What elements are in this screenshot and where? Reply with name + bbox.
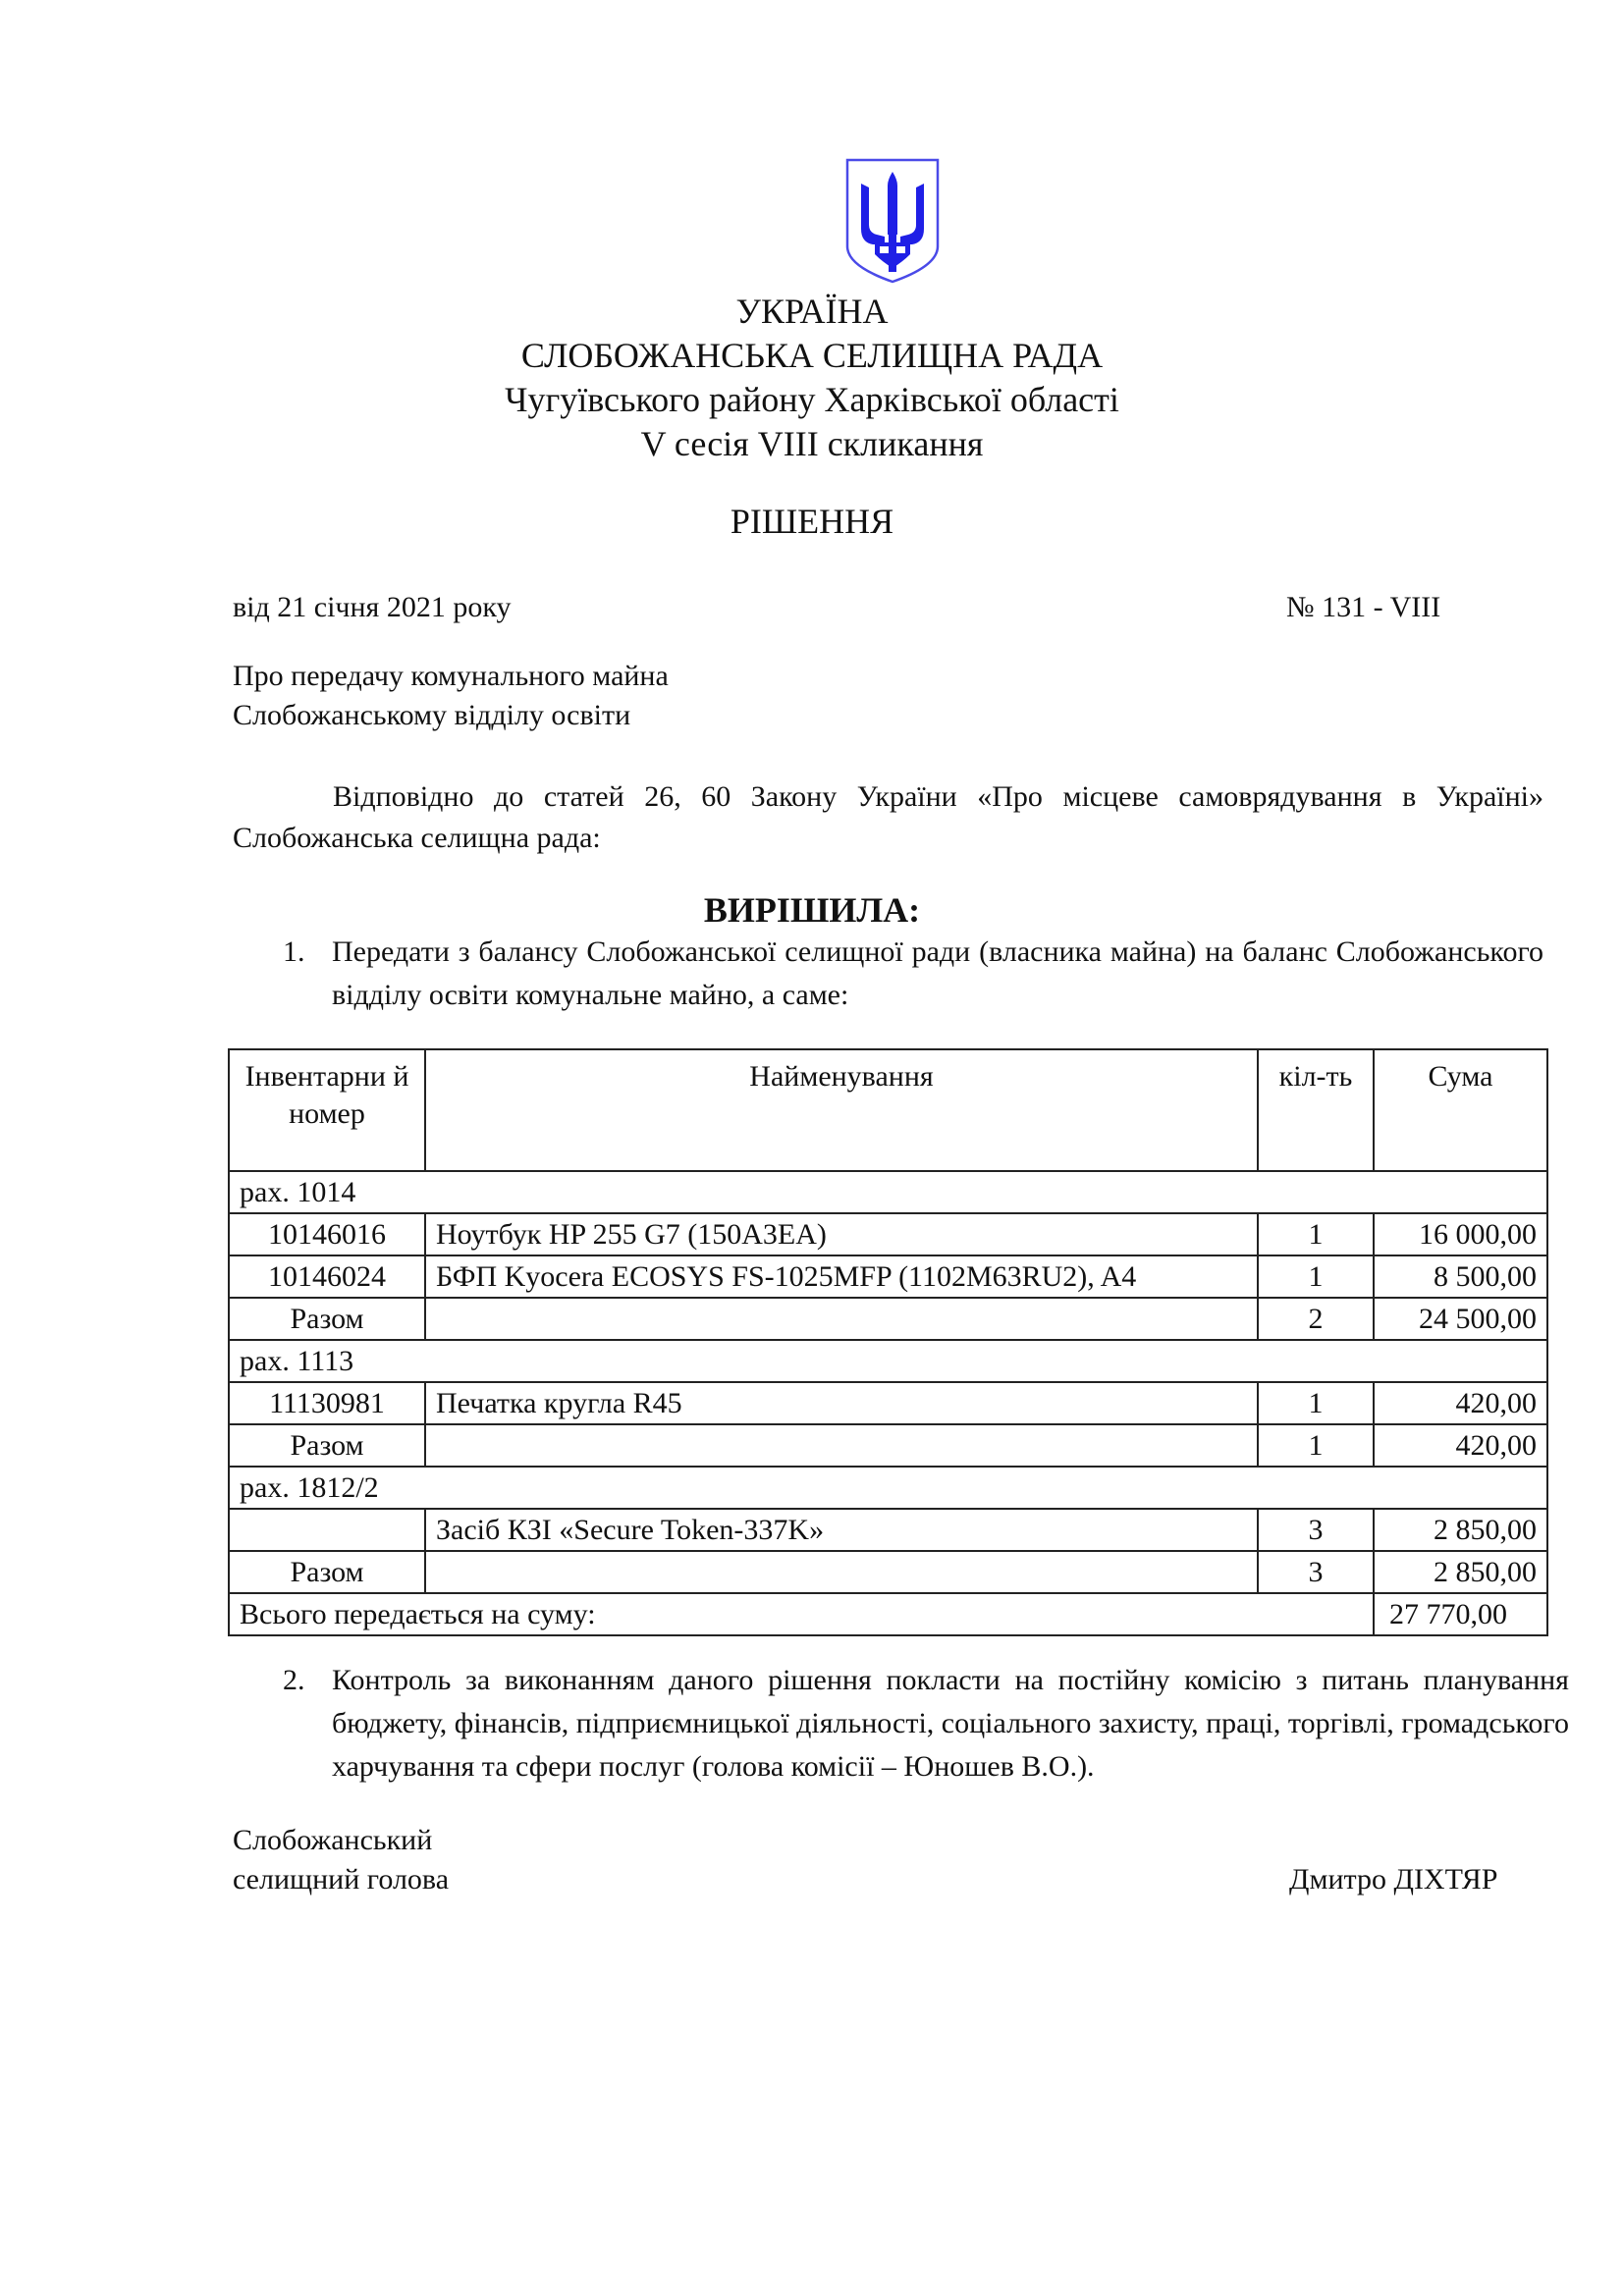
document-type-title: РІШЕННЯ xyxy=(730,502,894,541)
resolved-heading: ВИРІШИЛА: xyxy=(703,890,921,930)
grand-total-label: Всього передається на суму: xyxy=(229,1593,1374,1635)
item-quantity: 3 xyxy=(1258,1509,1374,1551)
item-text: Передати з балансу Слобожанської селищної ради (власника майна) на баланс Слобожанського відділу освіти комунальне майно, а саме: xyxy=(332,935,1543,1011)
account-label: рах. 1113 xyxy=(229,1340,1547,1382)
table-row xyxy=(229,1509,1547,1551)
resolution-item-1 xyxy=(283,931,1543,1019)
subtotal-sum: 2 850,00 xyxy=(1374,1551,1547,1593)
header-sum: Сума xyxy=(1374,1049,1547,1171)
table-header-row xyxy=(229,1049,1547,1171)
header-name: Найменування xyxy=(425,1049,1258,1171)
preamble-line-2: Слобожанська селищна рада: xyxy=(233,822,601,854)
inventory-number: 10146024 xyxy=(229,1255,425,1298)
property-table xyxy=(228,1048,1548,1636)
item-text: Контроль за виконанням даного рішення покласти на постійну комісію з питань планування бюджету, фінансів, підприємницької діяльності, соціального захисту, праці, торгівлі, громадського харчування та сфери послуг (голова комісії – Юношев В.О.). xyxy=(332,1664,1569,1783)
header-inventory-number: Інвентарни й номер xyxy=(229,1049,425,1171)
signatory-position-line-2: селищний голова xyxy=(233,1863,450,1896)
table-row xyxy=(229,1382,1547,1424)
subtotal-label: Разом xyxy=(229,1551,425,1593)
item-name: Ноутбук HP 255 G7 (150A3EA) xyxy=(425,1213,1258,1255)
subtotal-quantity: 2 xyxy=(1258,1298,1374,1340)
account-row xyxy=(229,1467,1547,1509)
country-heading: УКРАЇНА xyxy=(735,292,889,331)
item-name: БФП Kyocera ECOSYS FS-1025MFP (1102M63RU2), A4 xyxy=(425,1255,1258,1298)
item-sum: 420,00 xyxy=(1374,1382,1547,1424)
item-quantity: 1 xyxy=(1258,1255,1374,1298)
subject-line-1: Про передачу комунального майна xyxy=(233,660,669,692)
inventory-number: 10146016 xyxy=(229,1213,425,1255)
item-sum: 2 850,00 xyxy=(1374,1509,1547,1551)
item-quantity: 1 xyxy=(1258,1213,1374,1255)
item-name: Печатка кругла R45 xyxy=(425,1382,1258,1424)
council-heading: СЛОБОЖАНСЬКА СЕЛИЩНА РАДА xyxy=(520,336,1104,375)
document-date: від 21 січня 2021 року xyxy=(233,591,512,623)
item-number: 1. xyxy=(283,935,305,968)
subject-line-2: Слобожанському відділу освіти xyxy=(233,699,631,731)
subtotal-label: Разом xyxy=(229,1298,425,1340)
account-row xyxy=(229,1171,1547,1213)
item-number: 2. xyxy=(283,1664,305,1696)
subtotal-quantity: 3 xyxy=(1258,1551,1374,1593)
item-sum: 16 000,00 xyxy=(1374,1213,1547,1255)
account-label: рах. 1014 xyxy=(229,1171,1547,1213)
account-row xyxy=(229,1340,1547,1382)
signatory-name: Дмитро ДІХТЯР xyxy=(1289,1863,1498,1896)
subtotal-quantity: 1 xyxy=(1258,1424,1374,1467)
subtotal-row xyxy=(229,1551,1547,1593)
preamble-line-1: Відповідно до статей 26, 60 Закону України «Про місцеве самоврядування в Україні» xyxy=(333,780,1543,813)
item-sum: 8 500,00 xyxy=(1374,1255,1547,1298)
subtotal-sum: 420,00 xyxy=(1374,1424,1547,1467)
inventory-number: 11130981 xyxy=(229,1382,425,1424)
subtotal-row xyxy=(229,1298,1547,1340)
grand-total-row xyxy=(229,1593,1547,1635)
table-row xyxy=(229,1255,1547,1298)
subtotal-empty xyxy=(425,1298,1258,1340)
item-quantity: 1 xyxy=(1258,1382,1374,1424)
document-number: № 131 - VIII xyxy=(1286,591,1441,623)
item-name: Засіб КЗІ «Secure Token-337K» xyxy=(425,1509,1258,1551)
signatory-position-line-1: Слобожанський xyxy=(233,1824,433,1856)
subtotal-empty xyxy=(425,1551,1258,1593)
subtotal-label: Разом xyxy=(229,1424,425,1467)
table-row xyxy=(229,1213,1547,1255)
subtotal-row xyxy=(229,1424,1547,1467)
grand-total-sum: 27 770,00 xyxy=(1374,1593,1547,1635)
subtotal-sum: 24 500,00 xyxy=(1374,1298,1547,1340)
header-quantity: кіл-ть xyxy=(1258,1049,1374,1171)
subtotal-empty xyxy=(425,1424,1258,1467)
resolution-item-2 xyxy=(283,1659,1569,1789)
district-heading: Чугуївського району Харківської області xyxy=(505,380,1119,419)
account-label: рах. 1812/2 xyxy=(229,1467,1547,1509)
trident-coat-of-arms-icon xyxy=(845,156,940,284)
inventory-number xyxy=(229,1509,425,1551)
session-heading: V сесія VIII скликання xyxy=(640,424,984,463)
